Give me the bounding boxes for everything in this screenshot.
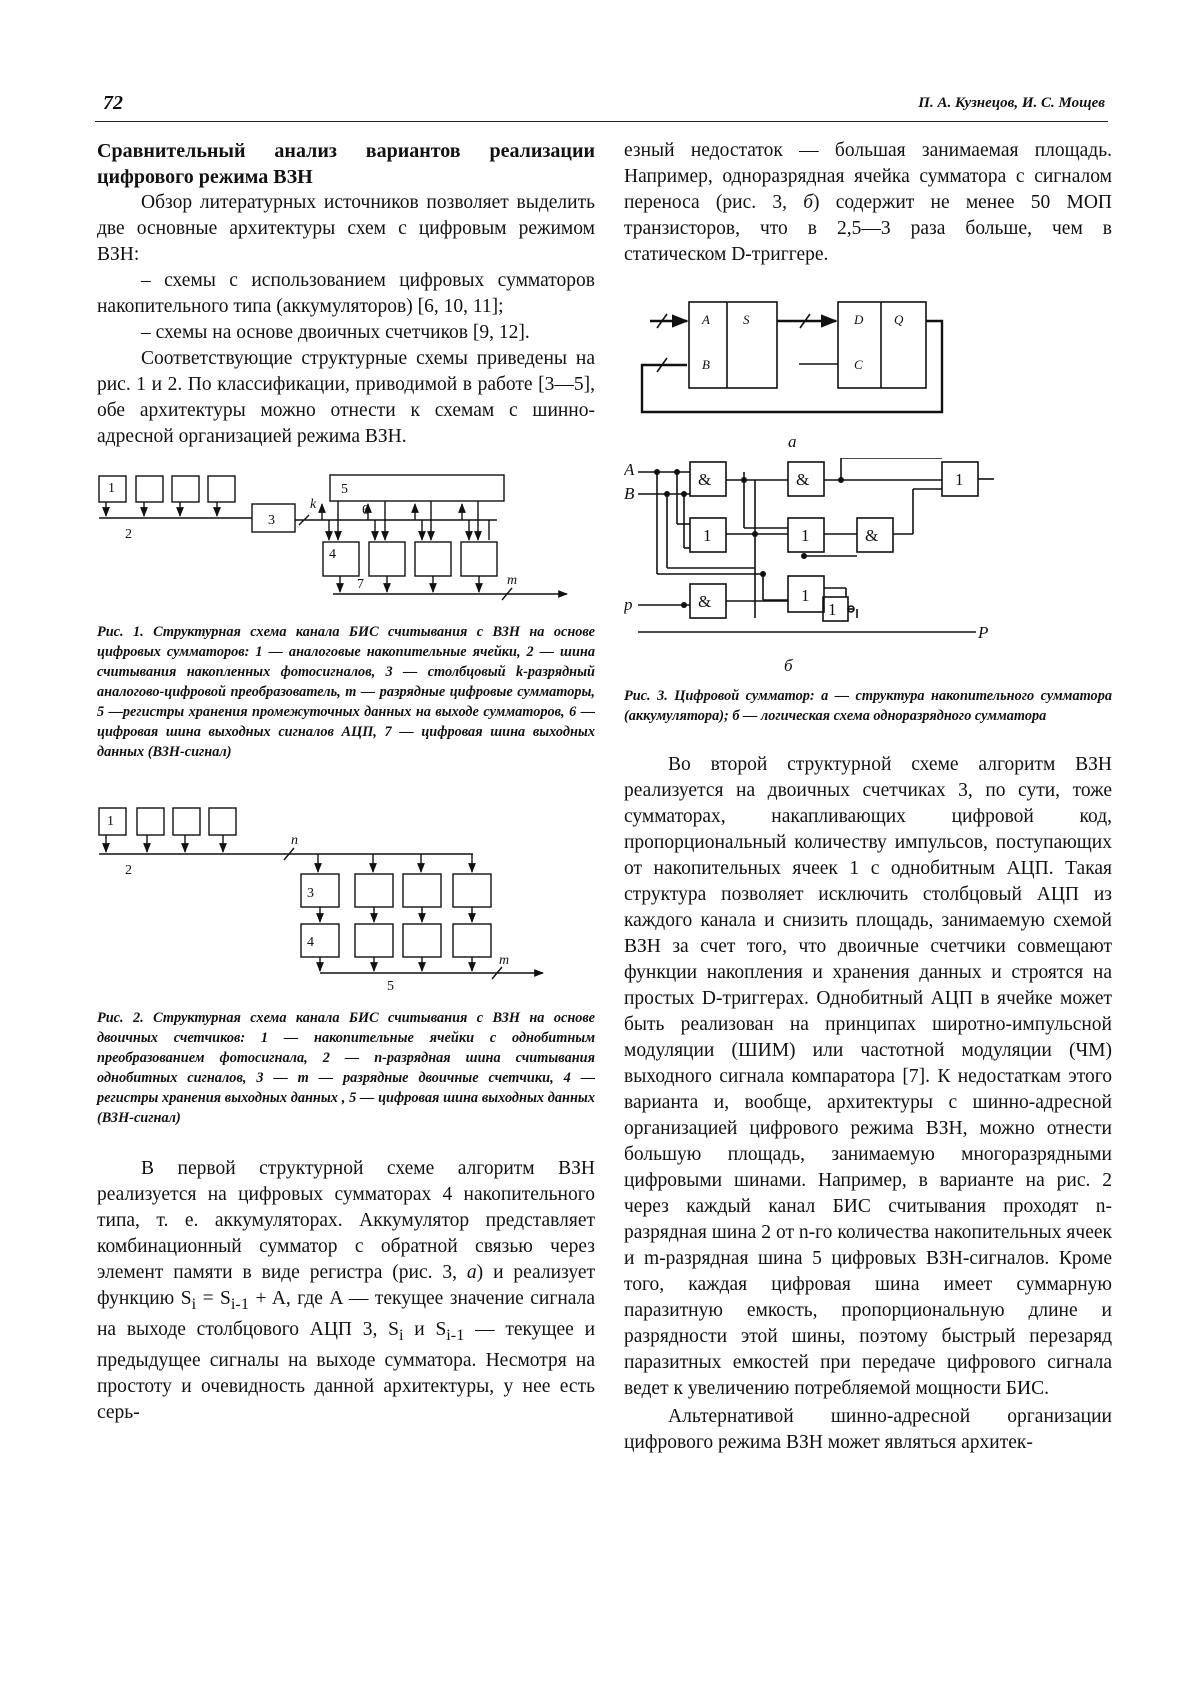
paragraph: Во второй структурной схеме алгоритм ВЗН реализуется на двоичных счетчиках 3, по сути, тоже сумматорах, накапливающих цифровой код, пропорциональный количеству импульсов, поступающих от накопительных ячеек 1 с однобитным АЦП. Такая структура позволяет исключить столбцовый АЦП из каждого канала и снизить площадь, занимаемую схемой ВЗН за счет того, что двоичные счетчики совмещают функции накопления и хранения данных и строятся на простых D-триггерах. Однобитный АЦП в ячейке может быть реализован на принципах широтно-импульсной модуляции (ШИМ) или частотной модуляции (ЧМ) выходного сигнала компаратора [7]. К недостаткам этого варианта и, вообще, архитектуры с шинно-адресной организацией цифрового режима ВЗН, можно отнести большую площадь, занимаемую многоразрядными цифровыми шинами. Например, в варианте на рис. 2 через каждый канал БИС считывания проходят n-разрядная шина 2 от n-го количества накопительных ячеек и m-разрядная шина 5 цифровых ВЗН-сигналов. Кроме того, каждая цифровая шина имеет суммарную паразитную емкость, пропорциональную длине и разрядности этой шины, поэтому быстрый перезаряд паразитных емкостей при передаче цифрового сигнала ведет к увеличению потребляемой мощности БИС. <box>624 754 1112 1399</box>
fig1-label-2: 2 <box>125 527 132 542</box>
fig3b-gate-and: & <box>796 470 810 489</box>
page-number: 72 <box>103 92 123 114</box>
fig1-label-1: 1 <box>108 481 115 496</box>
section-title: Сравнительный анализ вариантов реализации цифрового режима ВЗН <box>97 140 595 188</box>
paragraph: Обзор литературных источников позволяет выделить две основные архитектуры схем с цифровым режимом ВЗН: <box>97 192 595 265</box>
fig3a-label-C: C <box>854 357 863 372</box>
fig3a-label-B: B <box>702 357 710 372</box>
fig2-label-m: m <box>499 953 510 968</box>
fig1-label-m: m <box>507 573 518 588</box>
fig3a-sublabel: а <box>788 432 797 451</box>
fig3b-gate-or: 1 <box>955 470 964 489</box>
fig2-label-4: 4 <box>307 935 314 950</box>
fig3b-gate-or: 1 <box>801 586 810 605</box>
figure-3b-diagram <box>624 458 1112 680</box>
fig3a-label-S: S <box>743 312 750 327</box>
fig1-label-3: 3 <box>268 513 275 528</box>
fig1-label-7: 7 <box>357 577 364 592</box>
fig1-label-4: 4 <box>329 547 336 562</box>
figure-1-caption: Рис. 1. Структурная схема канала БИС считывания с ВЗН на основе цифровых сумматоров: 1 — аналоговые накопительные ячейки, 2 — шина считывания накопленных фотосигналов, 3 — столбцовый k-разрядный аналогово-цифровой преобразователь, m — разрядные цифровые сумматоры, 5 —регистры хранения промежуточных данных на выходе сумматоров, 6 — цифровая шина выходных сигналов АЦП, 7 — цифровая шина выходных данных (ВЗН-сигнал) <box>97 624 595 760</box>
figure-3-caption: Рис. 3. Цифровой сумматор: а — структура накопительного сумматора (аккумулятора); б — логическая схема одноразрядного сумматора <box>624 688 1112 724</box>
paragraph: езный недостаток — большая занимаемая площадь. Например, одноразрядная ячейка сумматора с сигналом переноса (рис. 3, б) содержит не менее 50 МОП транзисторов, что в 2,5—3 раза больше, чем в статическом D-триггере. <box>624 140 1112 265</box>
fig3b-label-A: A <box>624 460 635 479</box>
fig3a-label-Q: Q <box>894 312 904 327</box>
fig3b-label-p: p <box>624 595 633 614</box>
running-head-authors: П. А. Кузнецов, И. С. Мощев <box>918 95 1105 111</box>
paragraph: В первой структурной схеме алгоритм ВЗН реализуется на цифровых сумматорах 4 накопительного типа, т. е. аккумуляторах. Аккумулятор представляет комбинационный сумматор с обратной связью через элемент памяти в виде регистра (рис. 3, а) и реализует функцию $S_i = S_{i-1} + A$, где A — текущее значение сигнала на выходе столбцового АЦП 3, $S_i$ и $S_{i-1}$ — текущее и предыдущее сигналы на выходе сумматора. Несмотря на простоту и очевидность данной архитектуры, у нее есть серь- <box>97 1158 595 1423</box>
list-item: – схемы с использованием цифровых сумматоров накопительного типа (аккумуляторов) [6, 10, 11]; <box>97 270 595 317</box>
figure-3a-diagram <box>624 294 1112 454</box>
fig3b-gate-or: 1 <box>703 526 712 545</box>
fig1-label-6: 6 <box>362 503 369 518</box>
fig2-label-2: 2 <box>125 863 132 878</box>
fig3b-sublabel: б <box>784 656 793 675</box>
fig1-label-5: 5 <box>341 482 348 497</box>
paragraph: Соответствующие структурные схемы приведены на рис. 1 и 2. По классификации, приводимой в работе [3—5], обе архитектуры можно отнести к схемам с шинно-адресной организацией режима ВЗН. <box>97 348 595 447</box>
figure-2-diagram <box>97 800 595 996</box>
fig2-label-5: 5 <box>387 979 394 994</box>
left-column <box>97 138 595 1426</box>
paragraph: Альтернативой шинно-адресной организации цифрового режима ВЗН может являться архитек- <box>624 1406 1112 1453</box>
fig3b-label-B: B <box>624 484 635 503</box>
fig3b-gate-and: & <box>698 470 712 489</box>
fig2-label-3: 3 <box>307 886 314 901</box>
fig3b-gate-and: & <box>698 592 712 611</box>
fig3b-label-P: P <box>978 623 989 642</box>
fig3a-label-A: A <box>702 312 710 327</box>
fig2-label-n: n <box>291 833 298 848</box>
right-column <box>624 138 1112 1456</box>
fig3a-label-D: D <box>854 312 864 327</box>
fig1-label-k: k <box>310 497 317 512</box>
fig3b-gate-and: & <box>865 526 879 545</box>
list-item: – схемы на основе двоичных счетчиков [9, 12]. <box>141 322 530 343</box>
fig2-label-1: 1 <box>107 814 114 829</box>
fig3b-gate-or: 1 <box>828 600 837 619</box>
figure-2-caption: Рис. 2. Структурная схема канала БИС считывания с ВЗН на основе двоичных счетчиков: 1 — накопительные ячейки с однобитным преобразованием фотосигнала, 2 — n-разрядная шина считывания однобитных сигналов, 3 — m — разрядные двоичные счетчики, 4 — регистры хранения выходных данных , 5 — цифровая шина выходных данных (ВЗН-сигнал) <box>97 1010 595 1126</box>
fig3b-gate-or: 1 <box>801 526 810 545</box>
header-rule <box>95 121 1108 122</box>
figure-1-diagram <box>97 470 595 608</box>
